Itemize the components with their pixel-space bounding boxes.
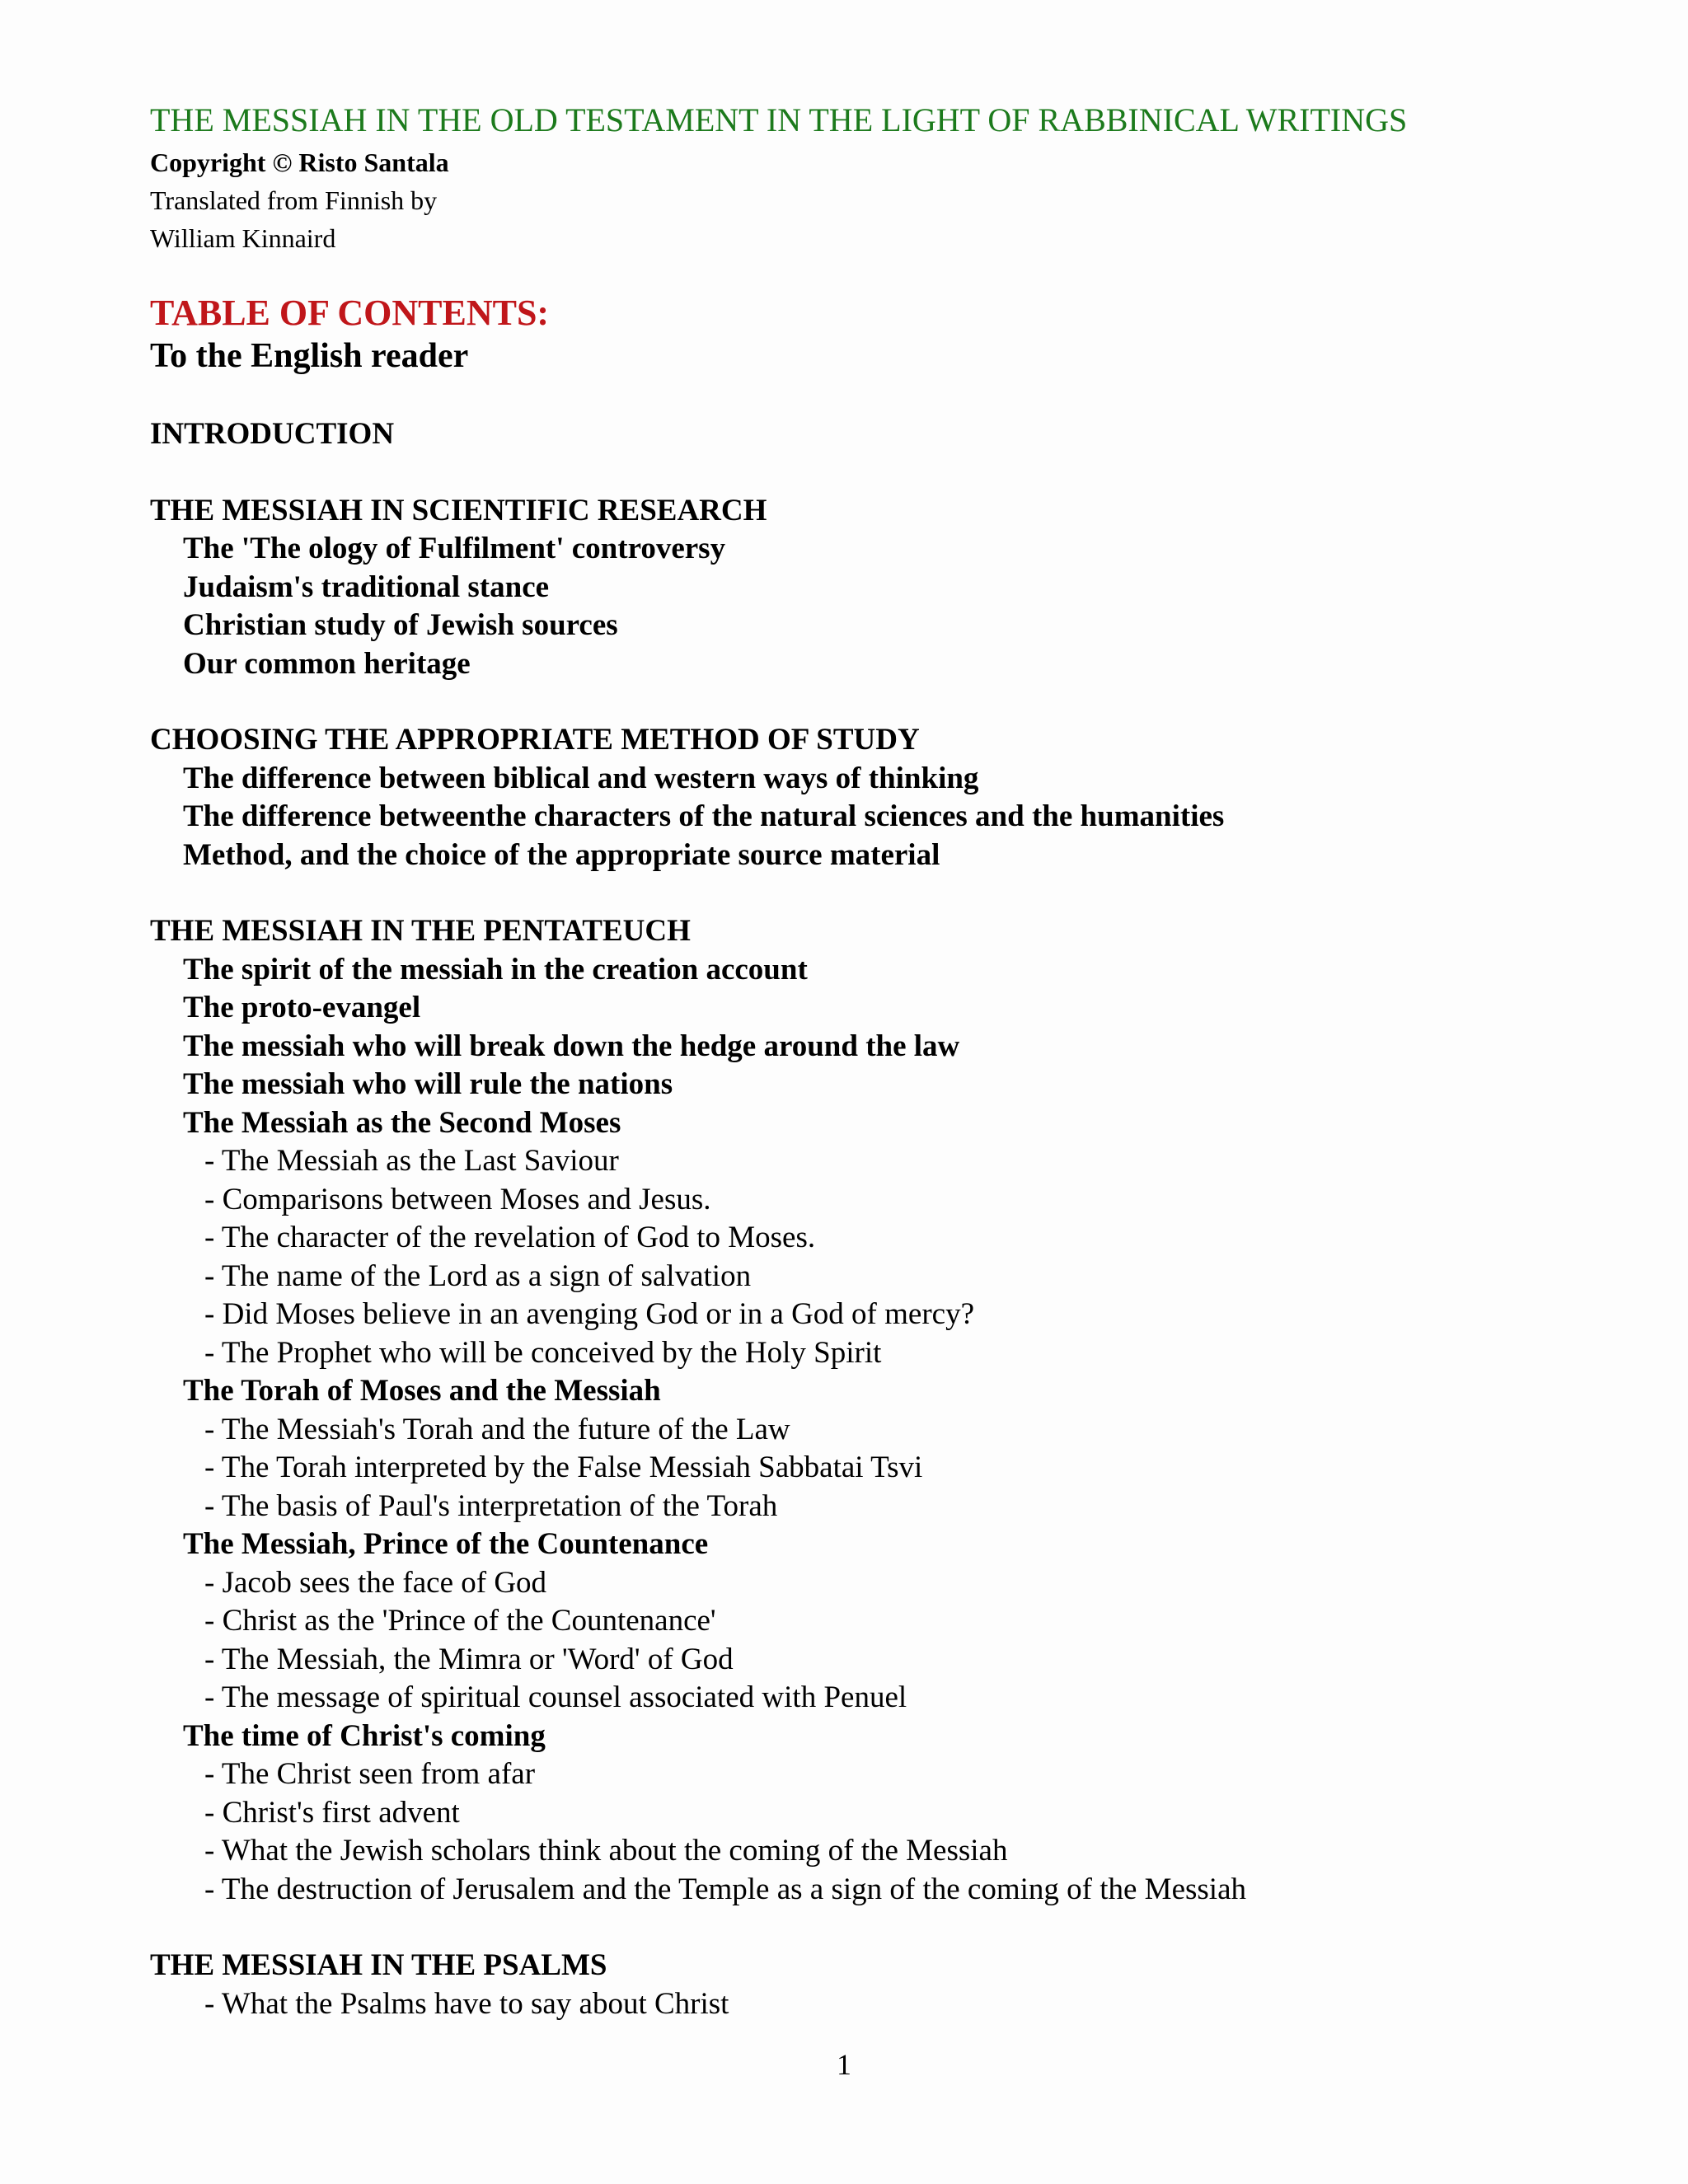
toc-subsection-entry[interactable]: - The name of the Lord as a sign of salvation bbox=[204, 1258, 752, 1293]
toc-chapter-entry[interactable]: Our common heritage bbox=[183, 646, 471, 681]
toc-subsection-entry[interactable]: - What the Psalms have to say about Christ bbox=[204, 1986, 729, 2021]
toc-subsection-entry[interactable]: - Comparisons between Moses and Jesus. bbox=[204, 1182, 711, 1216]
page-content bbox=[150, 97, 1606, 2023]
toc-chapter-entry[interactable]: The Messiah as the Second Moses bbox=[183, 1105, 621, 1140]
toc-chapter-entry[interactable]: The messiah who will break down the hedge around the law bbox=[183, 1029, 960, 1063]
toc-section-entry[interactable]: CHOOSING THE APPROPRIATE METHOD OF STUDY bbox=[150, 723, 920, 757]
toc-chapter-entry[interactable]: The Messiah, Prince of the Countenance bbox=[183, 1527, 709, 1561]
table-of-contents-list bbox=[150, 415, 1606, 2023]
toc-subsection-entry[interactable]: - The Torah interpreted by the False Messiah Sabbatai Tsvi bbox=[204, 1451, 923, 1484]
toc-subsection-entry[interactable]: - What the Jewish scholars think about the coming of the Messiah bbox=[204, 1834, 1008, 1868]
toc-heading: TABLE OF CONTENTS: bbox=[150, 293, 550, 333]
toc-subsection-entry[interactable]: - Christ as the 'Prince of the Countenance' bbox=[204, 1604, 716, 1638]
toc-subsection-entry[interactable]: - The character of the revelation of God to Moses. bbox=[204, 1221, 816, 1254]
toc-section-entry[interactable]: THE MESSIAH IN THE PENTATEUCH bbox=[150, 914, 691, 948]
toc-subsection-entry[interactable]: - Jacob sees the face of God bbox=[204, 1565, 547, 1600]
toc-chapter-entry[interactable]: The difference between biblical and western ways of thinking bbox=[183, 761, 979, 795]
toc-chapter-entry[interactable]: Christian study of Jewish sources bbox=[183, 608, 618, 642]
toc-chapter-entry[interactable]: The time of Christ's coming bbox=[183, 1718, 546, 1753]
toc-subsection-entry[interactable]: - The Messiah's Torah and the future of the Law bbox=[204, 1412, 790, 1446]
toc-subsection-entry[interactable]: - The Messiah as the Last Saviour bbox=[204, 1144, 619, 1178]
toc-subsection-entry[interactable]: - The Christ seen from afar bbox=[204, 1757, 536, 1791]
toc-chapter-entry[interactable]: Method, and the choice of the appropriate source material bbox=[183, 837, 940, 872]
toc-chapter-entry[interactable]: The difference betweenthe characters of the natural sciences and the humanities bbox=[183, 799, 1225, 833]
toc-section-entry[interactable]: THE MESSIAH IN THE PSALMS bbox=[150, 1948, 607, 1982]
toc-section-entry[interactable]: THE MESSIAH IN SCIENTIFIC RESEARCH bbox=[150, 493, 767, 527]
toc-subsection-entry[interactable]: - Christ's first advent bbox=[204, 1795, 460, 1830]
toc-subsection-entry[interactable]: - The Prophet who will be conceived by the Holy Spirit bbox=[204, 1335, 882, 1370]
toc-chapter-entry[interactable]: The proto-evangel bbox=[183, 991, 421, 1024]
toc-chapter-entry[interactable]: Judaism's traditional stance bbox=[183, 569, 550, 604]
translated-by-line: Translated from Finnish by bbox=[150, 185, 438, 215]
translator-name: William Kinnaird bbox=[150, 223, 336, 253]
copyright-line: Copyright © Risto Santala bbox=[150, 148, 449, 177]
toc-subsection-entry[interactable]: - The destruction of Jerusalem and the Temple as a sign of the coming of the Messiah bbox=[204, 1872, 1246, 1906]
toc-subsection-entry[interactable]: - The basis of Paul's interpretation of the Torah bbox=[204, 1488, 778, 1523]
toc-subsection-entry[interactable]: - Did Moses believe in an avenging God or in a God of mercy? bbox=[204, 1297, 974, 1331]
toc-chapter-entry[interactable]: The 'The ology of Fulfilment' controversy bbox=[183, 532, 726, 565]
toc-chapter-entry[interactable]: The messiah who will rule the nations bbox=[183, 1067, 673, 1101]
toc-chapter-entry[interactable]: The spirit of the messiah in the creation account bbox=[183, 952, 808, 987]
toc-section-entry[interactable]: INTRODUCTION bbox=[150, 417, 395, 451]
to-english-reader-entry[interactable]: To the English reader bbox=[150, 337, 469, 375]
document-title: THE MESSIAH IN THE OLD TESTAMENT IN THE LIGHT OF RABBINICAL WRITINGS bbox=[150, 101, 1408, 138]
toc-subsection-entry[interactable]: - The Messiah, the Mimra or 'Word' of God bbox=[204, 1642, 734, 1676]
toc-subsection-entry[interactable]: - The message of spiritual counsel associated with Penuel bbox=[204, 1680, 907, 1714]
page-number: 1 bbox=[837, 2048, 851, 2081]
toc-chapter-entry[interactable]: The Torah of Moses and the Messiah bbox=[183, 1374, 661, 1408]
